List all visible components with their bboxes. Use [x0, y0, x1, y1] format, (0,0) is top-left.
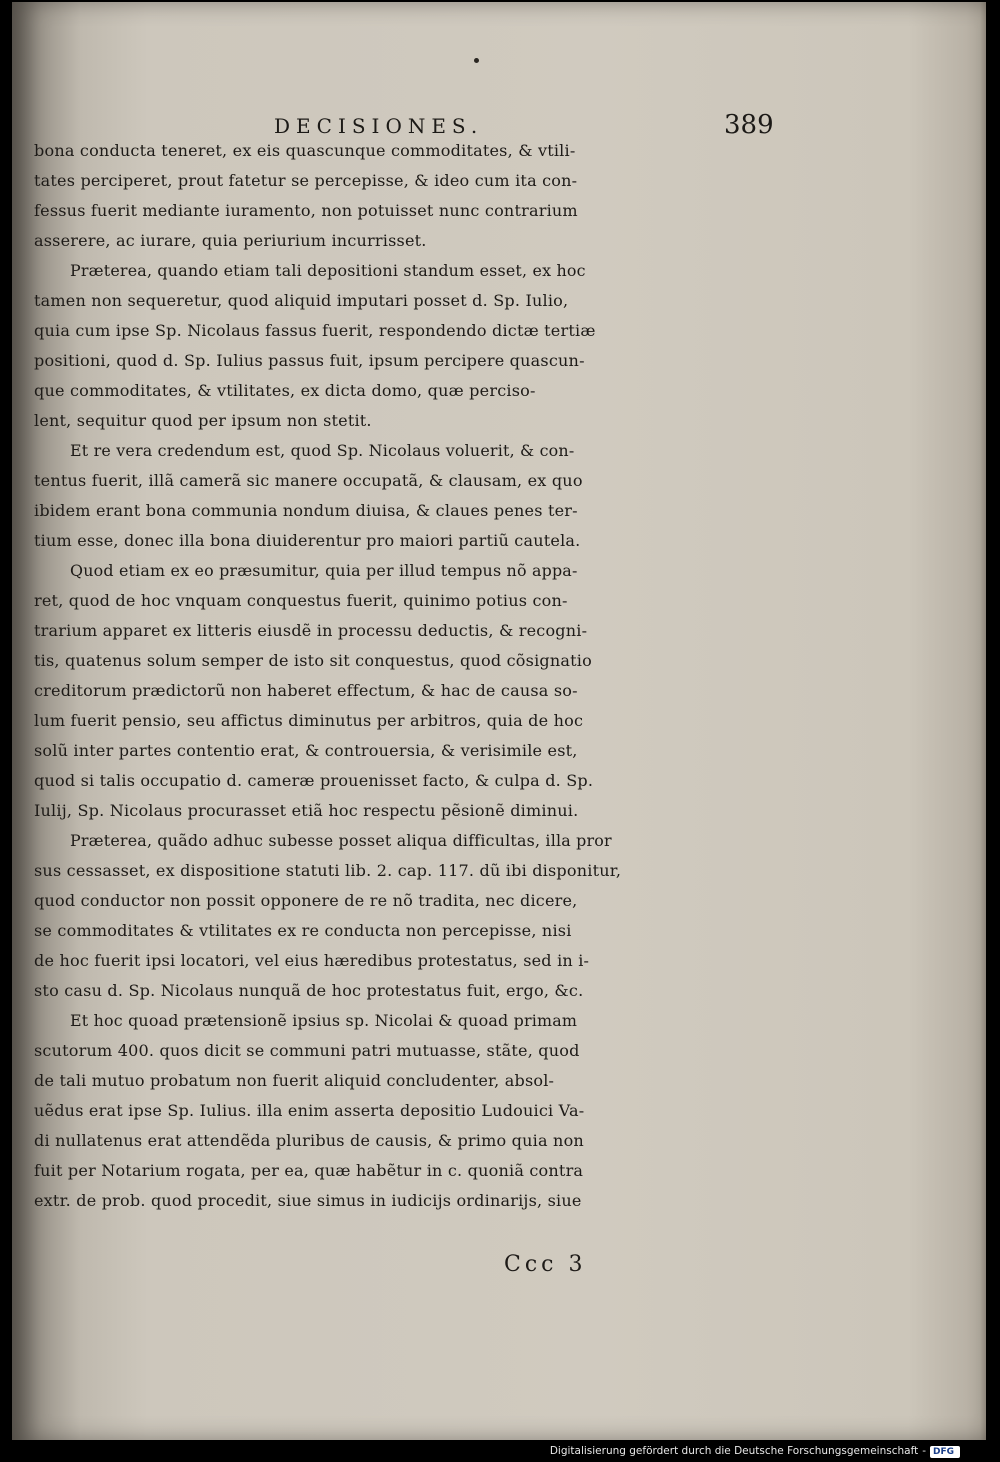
- text-line: de hoc fuerit ipsi locatori, vel eius hæredibus protestatus, sed in i-: [34, 951, 590, 970]
- text-line: di nullatenus erat attendẽda pluribus de causis, & primo quia non: [34, 1131, 584, 1150]
- text-line: tates perciperet, prout fatetur se percepisse, & ideo cum ita con-: [34, 171, 578, 190]
- text-line: Quod etiam ex eo præsumitur, quia per illud tempus nõ appa-: [70, 561, 578, 580]
- book-page: [12, 2, 986, 1440]
- text-line: quod conductor non possit opponere de re nõ tradita, nec dicere,: [34, 891, 578, 910]
- text-line: sto casu d. Sp. Nicolaus nunquã de hoc protestatus fuit, ergo, &c.: [34, 981, 584, 1000]
- text-line: que commoditates, & vtilitates, ex dicta domo, quæ perciso-: [34, 381, 536, 400]
- text-line: lum fuerit pensio, seu affictus diminutus per arbitros, quia de hoc: [34, 711, 584, 730]
- text-line: ibidem erant bona communia nondum diuisa, & claues penes ter-: [34, 501, 578, 520]
- page-number: 389: [724, 110, 774, 140]
- text-line: quia cum ipse Sp. Nicolaus fassus fuerit, respondendo dictæ tertiæ: [34, 321, 596, 340]
- text-line: Et hoc quoad prætensionẽ ipsius sp. Nicolai & quoad primam: [70, 1011, 578, 1030]
- text-line: positioni, quod d. Sp. Iulius passus fuit, ipsum percipere quascun-: [34, 351, 585, 370]
- text-line: bona conducta teneret, ex eis quascunque commoditates, & vtili-: [34, 141, 576, 160]
- body-text: [34, 136, 974, 1216]
- text-line: tium esse, donec illa bona diuiderentur pro maiori partiũ cautela.: [34, 531, 581, 550]
- text-line: fuit per Notarium rogata, per ea, quæ habẽtur in c. quoniã contra: [34, 1161, 584, 1180]
- text-line: solũ inter partes contentio erat, & controuersia, & verisimile est,: [34, 741, 578, 760]
- text-line: Præterea, quando etiam tali depositioni standum esset, ex hoc: [70, 261, 586, 280]
- text-line: tamen non sequeretur, quod aliquid imputari posset d. Sp. Iulio,: [34, 291, 569, 310]
- text-line: asserere, ac iurare, quia periurium incurrisset.: [34, 231, 427, 250]
- text-line: Et re vera credendum est, quod Sp. Nicolaus voluerit, & con-: [70, 441, 575, 460]
- dfg-logo-icon: [930, 1446, 960, 1458]
- text-line: sus cessasset, ex dispositione statuti lib. 2. cap. 117. dũ ibi disponitur,: [34, 861, 622, 880]
- dfg-logo-text: DFG: [933, 1446, 955, 1457]
- ink-dot: [474, 58, 479, 63]
- text-line: Iulij, Sp. Nicolaus procurasset etiã hoc respectu pẽsionẽ diminui.: [34, 801, 579, 820]
- text-line: trarium apparet ex litteris eiusdẽ in processu deductis, & recogni-: [34, 621, 588, 640]
- footer-separator: -: [922, 1445, 926, 1457]
- running-head: DECISIONES.: [274, 114, 484, 138]
- text-line: tentus fuerit, illã camerã sic manere occupatã, & clausam, ex quo: [34, 471, 583, 490]
- text-line: tis, quatenus solum semper de isto sit conquestus, quod cõsignatio: [34, 651, 592, 670]
- footer-credit: [550, 1441, 960, 1462]
- signature-mark: Ccc 3: [504, 1252, 587, 1277]
- text-line: uẽdus erat ipse Sp. Iulius. illa enim asserta depositio Ludouici Va-: [34, 1101, 585, 1120]
- text-line: ret, quod de hoc vnquam conquestus fuerit, quinimo potius con-: [34, 591, 568, 610]
- text-line: se commoditates & vtilitates ex re conducta non percepisse, nisi: [34, 921, 572, 940]
- text-line: creditorum prædictorũ non haberet effectum, & hac de causa so-: [34, 681, 578, 700]
- text-line: lent, sequitur quod per ipsum non stetit.: [34, 411, 372, 430]
- text-line: Præterea, quãdo adhuc subesse posset aliqua difficultas, illa pror: [70, 831, 612, 850]
- text-line: extr. de prob. quod procedit, siue simus in iudicijs ordinarijs, siue: [34, 1191, 582, 1210]
- text-line: quod si talis occupatio d. cameræ prouenisset facto, & culpa d. Sp.: [34, 771, 594, 790]
- text-line: fessus fuerit mediante iuramento, non potuisset nunc contrarium: [34, 201, 578, 220]
- text-line: scutorum 400. quos dicit se communi patri mutuasse, stãte, quod: [34, 1041, 580, 1060]
- page-edge-shadow: [980, 2, 986, 1440]
- footer-text: Digitalisierung gefördert durch die Deutsche Forschungsgemeinschaft: [549, 1445, 919, 1457]
- text-line: de tali mutuo probatum non fuerit aliquid concludenter, absol-: [34, 1071, 555, 1090]
